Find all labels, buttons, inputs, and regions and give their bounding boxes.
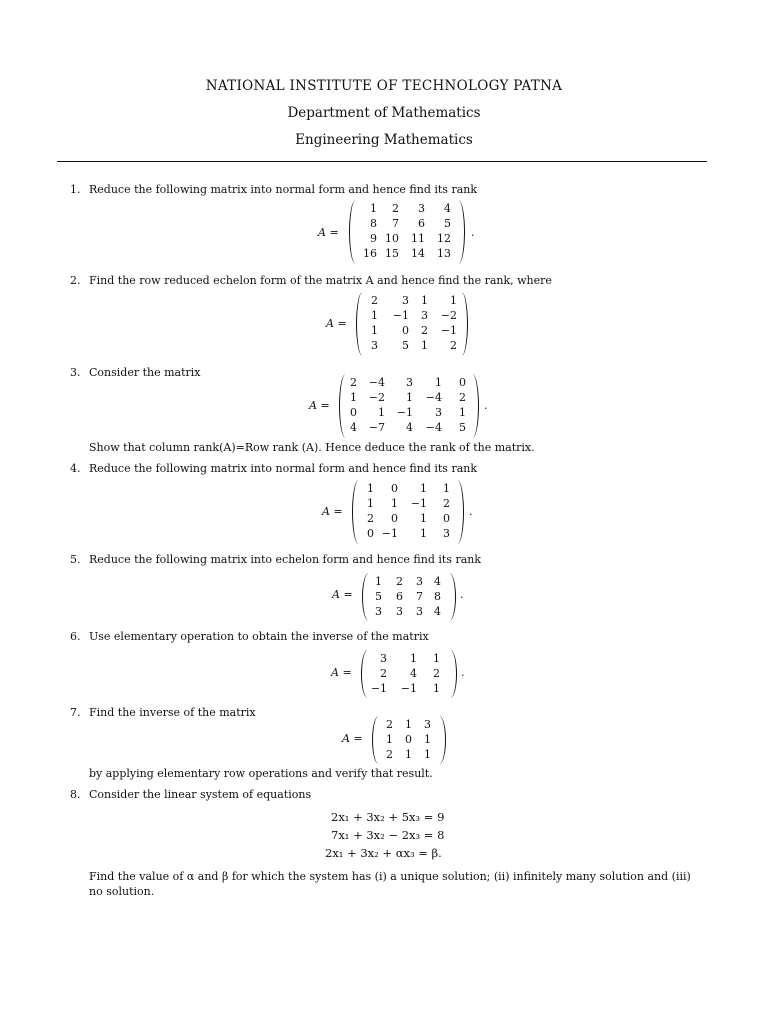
- matrix-cell: −4: [425, 391, 442, 404]
- matrix-cell: 3: [371, 339, 378, 352]
- matrix-label: A =: [309, 399, 330, 412]
- right-paren: [445, 573, 456, 621]
- header-divider: [57, 161, 707, 162]
- matrix-cell: 10: [385, 232, 399, 245]
- question-number: 6.: [70, 630, 81, 643]
- matrix: [361, 650, 457, 698]
- left-paren: [372, 716, 383, 764]
- matrix-cell: 2: [459, 391, 466, 404]
- matrix-cell: 5: [444, 217, 451, 230]
- question-text: Reduce the following matrix into normal form and hence find its rank: [89, 462, 478, 475]
- matrix: [372, 716, 446, 764]
- matrix-cell: 1: [424, 733, 431, 746]
- right-paren: [468, 374, 479, 438]
- matrix-cell: 1: [410, 652, 417, 665]
- matrix-cell: 3: [418, 202, 425, 215]
- matrix-cell: 2: [367, 512, 374, 525]
- matrix-cell: 1: [405, 718, 412, 731]
- matrix-cell: 2: [386, 718, 393, 731]
- equation-3: 2x₁ + 3x₂ + αx₃ = β.: [325, 846, 442, 860]
- matrix: [356, 292, 468, 356]
- question-followup: no solution.: [89, 885, 155, 898]
- question-text: Find the row reduced echelon form of the matrix A and hence find the rank, where: [89, 274, 552, 287]
- matrix-cell: 0: [391, 512, 398, 525]
- matrix-label: A =: [332, 588, 353, 601]
- right-paren: [453, 480, 464, 544]
- matrix-cell: 14: [411, 247, 425, 260]
- matrix-cell: 1: [421, 339, 428, 352]
- matrix-cell: 1: [375, 575, 382, 588]
- course-title: Engineering Mathematics: [295, 132, 473, 148]
- question-number: 8.: [70, 788, 81, 801]
- matrix-cell: 1: [391, 497, 398, 510]
- institute-name: NATIONAL INSTITUTE OF TECHNOLOGY PATNA: [205, 78, 563, 94]
- matrix-cell: 0: [350, 406, 357, 419]
- matrix-cell: 1: [435, 376, 442, 389]
- matrix-cell: 2: [371, 294, 378, 307]
- matrix-cell: 1: [420, 527, 427, 540]
- matrix-cell: −1: [370, 682, 387, 695]
- matrix-cell: 1: [378, 406, 385, 419]
- question-text: Reduce the following matrix into normal form and hence find its rank: [89, 183, 478, 196]
- matrix-cell: 2: [380, 667, 387, 680]
- matrix-period: .: [460, 588, 464, 601]
- matrix-label: A =: [342, 732, 363, 745]
- question-number: 1.: [70, 183, 81, 196]
- matrix-cell: 5: [459, 421, 466, 434]
- matrix-label: A =: [331, 666, 352, 679]
- matrix-cell: 3: [375, 605, 382, 618]
- matrix-cell: 2: [396, 575, 403, 588]
- matrix-cell: 3: [421, 309, 428, 322]
- matrix-cell: −1: [440, 324, 457, 337]
- matrix: [349, 200, 465, 264]
- matrix-cell: 4: [434, 575, 441, 588]
- matrix-cell: 1: [406, 391, 413, 404]
- matrix-cell: 16: [363, 247, 377, 260]
- matrix-cell: 1: [424, 748, 431, 761]
- matrix-period: .: [461, 666, 465, 679]
- left-paren: [362, 573, 373, 621]
- matrix-cell: 3: [416, 575, 423, 588]
- matrix-cell: 3: [443, 527, 450, 540]
- left-paren: [352, 480, 363, 544]
- matrix-cell: 3: [380, 652, 387, 665]
- matrix: [352, 480, 464, 544]
- matrix-cell: 1: [371, 309, 378, 322]
- matrix-cell: −1: [392, 309, 409, 322]
- question-text: Use elementary operation to obtain the inverse of the matrix: [89, 630, 429, 643]
- matrix-cell: 3: [396, 605, 403, 618]
- matrix-cell: 0: [405, 733, 412, 746]
- right-paren: [435, 716, 446, 764]
- matrix-cell: 2: [450, 339, 457, 352]
- matrix-cell: −1: [400, 682, 417, 695]
- matrix-cell: −2: [440, 309, 457, 322]
- matrix-cell: 1: [420, 512, 427, 525]
- matrix-cell: 4: [350, 421, 357, 434]
- right-paren: [454, 200, 465, 264]
- equation-1: 2x₁ + 3x₂ + 5x₃ = 9: [331, 810, 445, 824]
- matrix-cell: 2: [443, 497, 450, 510]
- question-number: 4.: [70, 462, 81, 475]
- matrix-cell: 1: [450, 294, 457, 307]
- matrix-cell: 0: [459, 376, 466, 389]
- matrix-cell: 2: [421, 324, 428, 337]
- left-paren: [356, 292, 367, 356]
- matrix-cell: 5: [375, 590, 382, 603]
- question-followup: Show that column rank(A)=Row rank (A). Hence deduce the rank of the matrix.: [89, 441, 535, 454]
- matrix-cell: 0: [367, 527, 374, 540]
- matrix-cell: 1: [405, 748, 412, 761]
- matrix-label: A =: [322, 505, 343, 518]
- matrix-cell: 2: [433, 667, 440, 680]
- matrix-cell: 4: [406, 421, 413, 434]
- matrix-cell: 1: [367, 482, 374, 495]
- question-text: Find the inverse of the matrix: [89, 706, 256, 719]
- matrix-cell: 6: [396, 590, 403, 603]
- matrix-cell: 6: [418, 217, 425, 230]
- department-name: Department of Mathematics: [287, 105, 481, 121]
- matrix-cell: 0: [402, 324, 409, 337]
- right-paren: [457, 292, 468, 356]
- matrix-cell: 3: [435, 406, 442, 419]
- matrix-cell: 8: [434, 590, 441, 603]
- question-text: Consider the linear system of equations: [89, 788, 312, 801]
- left-paren: [339, 374, 350, 438]
- matrix-cell: 1: [459, 406, 466, 419]
- matrix-cell: 1: [350, 391, 357, 404]
- matrix-cell: −4: [368, 376, 385, 389]
- question-followup: by applying elementary row operations and verify that result.: [89, 767, 433, 780]
- matrix-cell: 2: [386, 748, 393, 761]
- matrix-cell: 11: [411, 232, 425, 245]
- matrix-cell: 0: [443, 512, 450, 525]
- matrix-cell: 7: [416, 590, 423, 603]
- matrix: [339, 374, 479, 438]
- matrix-cell: 1: [371, 324, 378, 337]
- question-text: Consider the matrix: [89, 366, 201, 379]
- matrix-label: A =: [326, 317, 347, 330]
- left-paren: [349, 200, 360, 264]
- matrix-cell: 1: [370, 202, 377, 215]
- matrix-cell: −1: [396, 406, 413, 419]
- matrix-cell: −2: [368, 391, 385, 404]
- matrix-cell: 3: [402, 294, 409, 307]
- matrix-cell: 3: [424, 718, 431, 731]
- matrix-label: A =: [318, 226, 339, 239]
- matrix-cell: −7: [368, 421, 385, 434]
- equation-2: 7x₁ + 3x₂ − 2x₃ = 8: [331, 828, 445, 842]
- matrix: [362, 573, 456, 621]
- matrix-cell: 0: [391, 482, 398, 495]
- matrix-cell: 5: [402, 339, 409, 352]
- matrix-period: .: [484, 399, 488, 412]
- question-number: 5.: [70, 553, 81, 566]
- matrix-cell: 13: [437, 247, 451, 260]
- matrix-cell: 4: [410, 667, 417, 680]
- matrix-cell: 4: [434, 605, 441, 618]
- matrix-cell: 8: [370, 217, 377, 230]
- matrix-cell: 1: [443, 482, 450, 495]
- matrix-cell: 7: [392, 217, 399, 230]
- matrix-cell: 1: [421, 294, 428, 307]
- matrix-cell: 3: [416, 605, 423, 618]
- matrix-cell: −1: [410, 497, 427, 510]
- matrix-cell: 4: [444, 202, 451, 215]
- matrix-cell: −4: [425, 421, 442, 434]
- matrix-cell: 1: [367, 497, 374, 510]
- matrix-cell: 9: [370, 232, 377, 245]
- question-number: 7.: [70, 706, 81, 719]
- matrix-period: .: [471, 226, 475, 239]
- question-followup: Find the value of α and β for which the system has (i) a unique solution; (ii) infinitely many solution and (iii): [89, 870, 691, 883]
- matrix-cell: 1: [433, 682, 440, 695]
- matrix-cell: 1: [386, 733, 393, 746]
- matrix-cell: −1: [381, 527, 398, 540]
- matrix-cell: 1: [433, 652, 440, 665]
- question-text: Reduce the following matrix into echelon form and hence find its rank: [89, 553, 482, 566]
- matrix-cell: 1: [420, 482, 427, 495]
- question-number: 3.: [70, 366, 81, 379]
- right-paren: [446, 650, 457, 698]
- matrix-cell: 12: [437, 232, 451, 245]
- question-number: 2.: [70, 274, 81, 287]
- matrix-cell: 3: [406, 376, 413, 389]
- matrix-cell: 15: [385, 247, 399, 260]
- matrix-cell: 2: [392, 202, 399, 215]
- matrix-period: .: [469, 505, 473, 518]
- matrix-cell: 2: [350, 376, 357, 389]
